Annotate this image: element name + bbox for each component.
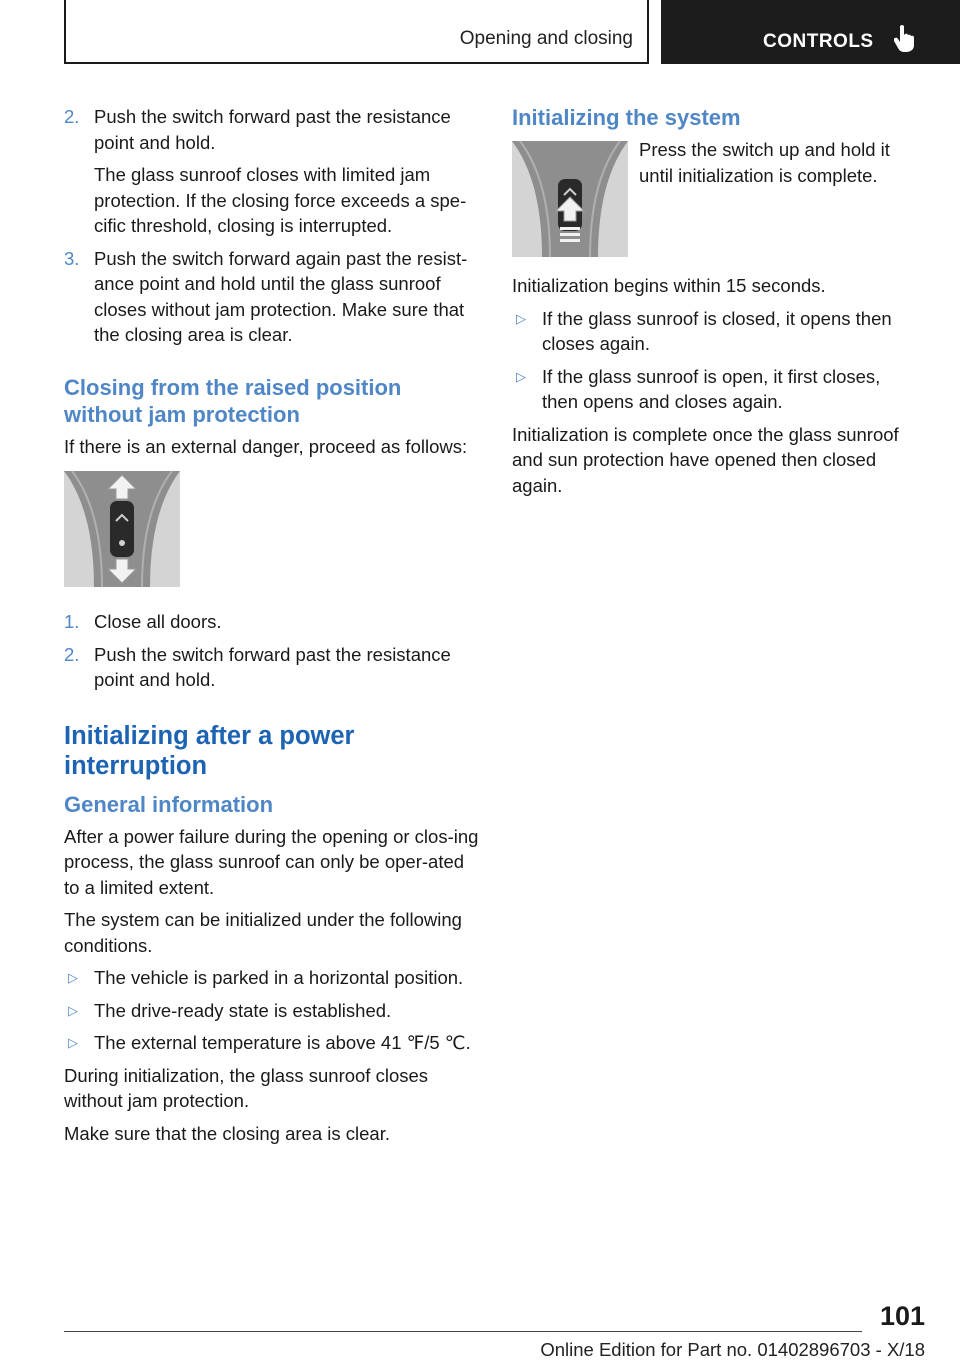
- step-text: Close all doors.: [94, 611, 222, 632]
- condition-text: The external temperature is above 41 ℉/5 ℃.: [94, 1032, 471, 1053]
- condition-text: The vehicle is parked in a horizontal position.: [94, 967, 464, 988]
- condition-item: [64, 998, 480, 1024]
- step-item: [64, 609, 480, 635]
- step-text: Push the switch forward past the resistance point and hold.: [94, 643, 451, 690]
- step-number: 2.: [64, 106, 80, 127]
- press-switch-paragraph: Press the switch up and hold it until initialization is complete.: [639, 139, 890, 186]
- clear-area-paragraph: Make sure that the closing area is clear.: [64, 1122, 390, 1144]
- step-item: [64, 246, 480, 348]
- triangle-bullet-icon: ▷: [68, 1035, 78, 1050]
- triangle-bullet-icon: ▷: [516, 368, 526, 384]
- general-information-heading: General information: [64, 791, 274, 817]
- step-number: 2.: [64, 643, 80, 665]
- initialization-begins-paragraph: Initialization begins within 15 seconds.: [512, 275, 826, 296]
- footer-divider: [64, 1331, 862, 1332]
- step-item: [64, 642, 480, 693]
- right-column: [512, 104, 914, 505]
- step-number: 1.: [64, 611, 80, 632]
- step-item: [64, 104, 480, 239]
- initializing-heading: Initializing after a power interruption: [64, 721, 355, 780]
- raised-position-intro: If there is an external danger, proceed as follows:: [64, 435, 468, 457]
- condition-text: The drive-ready state is established.: [94, 999, 392, 1021]
- condition-item: [64, 965, 480, 991]
- header-chapter-title: CONTROLS: [763, 31, 874, 52]
- header-section-title: Opening and closing: [459, 28, 633, 49]
- header-section-box: [64, 0, 649, 64]
- bullet-item: [512, 306, 914, 357]
- general-paragraph-1: After a power failure during the opening or clos‐ing process, the glass sunroof can only be oper‐ated to a limited extent.: [64, 825, 479, 898]
- footer-edition: Online Edition for Part no. 01402896703 - X/18: [540, 1339, 925, 1360]
- condition-item: [64, 1030, 480, 1056]
- during-initialization-paragraph: During initialization, the glass sunroof closes without jam protection.: [64, 1064, 429, 1111]
- step-text: Push the switch forward again past the resist‐ance point and hold until the glass sunroof closes without jam protection. Make sure that the closing area is clear.: [94, 247, 468, 345]
- triangle-bullet-icon: ▷: [68, 970, 78, 985]
- initialization-complete-paragraph: Initialization is complete once the glass sunroof and sun protection have opened then closed again.: [512, 423, 899, 496]
- initializing-system-heading: Initializing the system: [512, 105, 741, 130]
- step-number: 3.: [64, 247, 80, 269]
- raised-position-heading: Closing from the raised position without jam protection: [64, 374, 402, 427]
- bullet-text: If the glass sunroof is open, it first closes, then opens and closes again.: [542, 365, 881, 412]
- general-paragraph-2: The system can be initialized under the following conditions.: [64, 909, 462, 956]
- step-subtext: The glass sunroof closes with limited jam protection. If the closing force exceeds a spe‐cific threshold, closing is interrupted.: [94, 164, 467, 236]
- switch-up-figure: [512, 141, 628, 257]
- left-column: [64, 104, 480, 1153]
- hand-pointer-icon: [894, 24, 916, 52]
- switch-forward-figure: [64, 471, 180, 587]
- triangle-bullet-icon: ▷: [516, 310, 526, 326]
- step-text: Push the switch forward past the resistance point and hold.: [94, 106, 451, 153]
- initializing-figure-row: [512, 137, 914, 257]
- bullet-text: If the glass sunroof is closed, it opens then closes again.: [542, 307, 892, 354]
- bullet-item: [512, 364, 914, 415]
- header-chapter-box: [661, 0, 960, 64]
- page-number: 101: [879, 1301, 925, 1331]
- triangle-bullet-icon: ▷: [68, 1002, 78, 1018]
